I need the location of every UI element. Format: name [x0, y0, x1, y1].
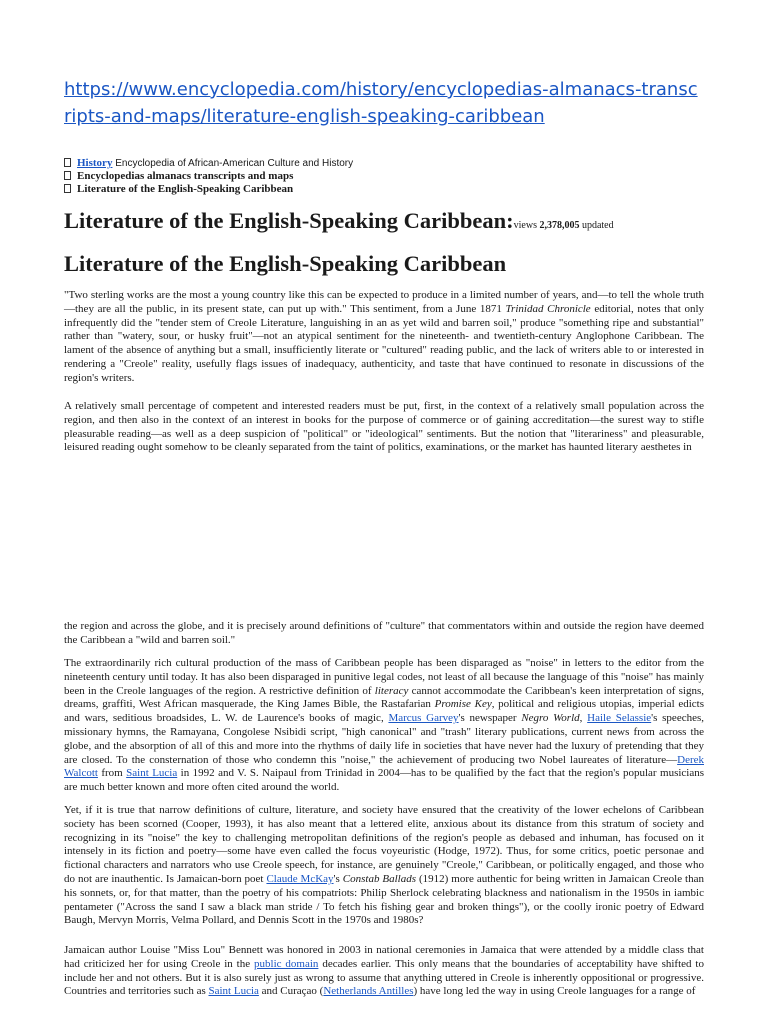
- breadcrumb-list: [64, 157, 704, 196]
- paragraph-1: "Two sterling works are the most a young country like this can be expected to produce in a limited number of years, and—to tell the whole truth—they are all the public, in its present state, can put up with." This sentiment, from a June 1871 Trinidad Chronicle editorial, notes that only infrequently did the "tender stem of Creole Literature, languishing in an as yet wild and barren soil," produce "something ripe and substantial" rather than "watery, sour, or husky fruit"—not an atypical sentiment for the nineteenth- and twentieth-century Anglophone Caribbean. The lament of the absence of anything but a small, insufficiently literate or "cultured" reading public, and the lack of writers able to or interested in rendering a "Creole" reality, usefully flags issues of inadequacy, authenticity, and taste that have continued to resonate in discussions of the region's writers.: [64, 289, 704, 384]
- breadcrumb-article-text: Literature of the English-Speaking Caribbean: [77, 183, 294, 195]
- source-url-link[interactable]: https://www.encyclopedia.com/history/encyclopedias-almanacs-transcripts-and-maps/literature-english-speaking-caribbean: [64, 79, 698, 127]
- paragraph-5: Yet, if it is true that narrow definitions of culture, literature, and society have ensured that the creativity of the lower echelons of Caribbean society has been scorned (Cooper, 1993), it has also meant that a lettered elite, anxious about its distance from this stratum of society and recognizing in its "noise" the key to challenging metropolitan definitions of the region's people as debased and inhuman, has focused on it intensely in its fiction and poetry—some have even called the focus voyeuristic (Hodge, 1972). Thus, for some critics, poetic personae and fictional characters and narrators who use Creole speech, for instance, are genuinely "Creole," Caribbean, or politically engaged, and those who do not are inauthentic. Is Jamaican-born poet Claude McKay's Constab Ballads (1912) more authentic for being written in Jamaican Creole than his sonnets, or, for that matter, than the poetry of his compatriots: Philip Sherlock celebrating blackness and nationalism in the 1950s in iambic pentameter ("Across the sand I saw a black man stride / To fetch his fishing gear and broken things"), or the coolly ironic poetry of Edward Baugh, Mervyn Morris, Velma Pollard, and Dennis Scott in the 1970s and 1980s?: [64, 804, 704, 927]
- paragraph-3: the region and across the globe, and it is precisely around definitions of "culture" that commentators within and outside the region have deemed the Caribbean a "wild and barren soil.": [64, 620, 704, 646]
- link-saint-lucia[interactable]: Saint Lucia: [126, 767, 178, 780]
- page-title: [64, 206, 724, 241]
- views-meta: [514, 220, 614, 231]
- updated-label: updated: [579, 220, 614, 231]
- link-claude-mckay[interactable]: Claude McKay: [266, 872, 334, 885]
- page-title-text: Literature of the English-Speaking Caribbean:: [64, 208, 514, 233]
- article-heading: Literature of the English-Speaking Caribbean: [64, 251, 507, 276]
- link-derek-walcott[interactable]: Derek Walcott: [64, 753, 704, 780]
- views-count: 2,378,005: [539, 220, 580, 231]
- checkbox-icon: [64, 171, 71, 180]
- link-marcus-garvey[interactable]: Marcus Garvey: [388, 712, 459, 725]
- paragraph-4: The extraordinarily rich cultural production of the mass of Caribbean people has been disparaged as "noise" in letters to the editor from the nineteenth century until today. It has also been disparaged in punitive legal codes, not least of all because the language of this "noise" has mainly been in the Creole languages of the region. A restrictive definition of literacy cannot accommodate the Caribbean's keen interpretation of signs, dreams, graffiti, West African masquerade, the King James Bible, the Rastafarian Promise Key, political and religious utopias, imperial edicts and wars, seditious broadsides, L. W. de Laurence's books of magic, Marcus Garvey's newspaper Negro World, Haile Selassie's speeches, missionary hymns, the Ramayana, Congolese Nsibidi script, "high canonical" and "trash" literary publications, current news from across the globe, and the absorption of all of this and more into the rhythms of daily life in societies that have never had the luxury of pretending that they are closed. To the consternation of those who condemn this "noise," the achievement of producing two Nobel laureates of literature—Derek Walcott from Saint Lucia in 1992 and V. S. Naipaul from Trinidad in 2004—has to be qualified by the fact that the region's popular musicians are much better known and more often cited around the world.: [64, 657, 705, 794]
- breadcrumb-item: [64, 170, 704, 183]
- breadcrumb-category-text: Encyclopedias almanacs transcripts and maps: [77, 170, 294, 182]
- link-saint-lucia-2[interactable]: Saint Lucia: [208, 985, 259, 998]
- views-label: views: [513, 220, 540, 231]
- breadcrumb-history-link[interactable]: History: [77, 157, 113, 169]
- link-haile-selassie[interactable]: Haile Selassie: [587, 712, 652, 725]
- paragraph-6: Jamaican author Louise "Miss Lou" Bennett was honored in 2003 in national ceremonies in Jamaica that were attended by a middle class that had criticized her for using Creole in the public domain decades earlier. This only means that the boundaries of acceptability have shifted to include her and not others. But it is also surely just as wrong to assume that anything uttered in Creole is inherently oppositional or progressive. Countries and territories such as Saint Lucia and Curaçao (Netherlands Antilles) have long led the way in using Creole languages for a range of: [64, 944, 704, 998]
- breadcrumb-source-text: Encyclopedia of African-American Culture and History: [112, 158, 354, 169]
- breadcrumb-item: [64, 157, 704, 170]
- link-public-domain[interactable]: public domain: [254, 957, 319, 970]
- italic-title: Trinidad Chronicle: [505, 302, 591, 315]
- link-netherlands-antilles[interactable]: Netherlands Antilles: [323, 985, 414, 998]
- breadcrumb-item: [64, 183, 704, 196]
- paragraph-2: A relatively small percentage of competent and interested readers must be put, first, in the context of a relatively small population across the region, and then also in the context of an interest in books for the purpose of commerce or of gaining accreditation—the surest way to stifle pleasurable reading—as well as a deep suspicion of "political" or "ideological" sentiments. But the notion that "literariness" and pleasurable, leisured reading ought somehow to be cleanly separated from the taint of politics, examinations, or the market has haunted literary aesthetes in: [64, 400, 704, 454]
- checkbox-icon: [64, 184, 71, 193]
- checkbox-icon: [64, 158, 71, 167]
